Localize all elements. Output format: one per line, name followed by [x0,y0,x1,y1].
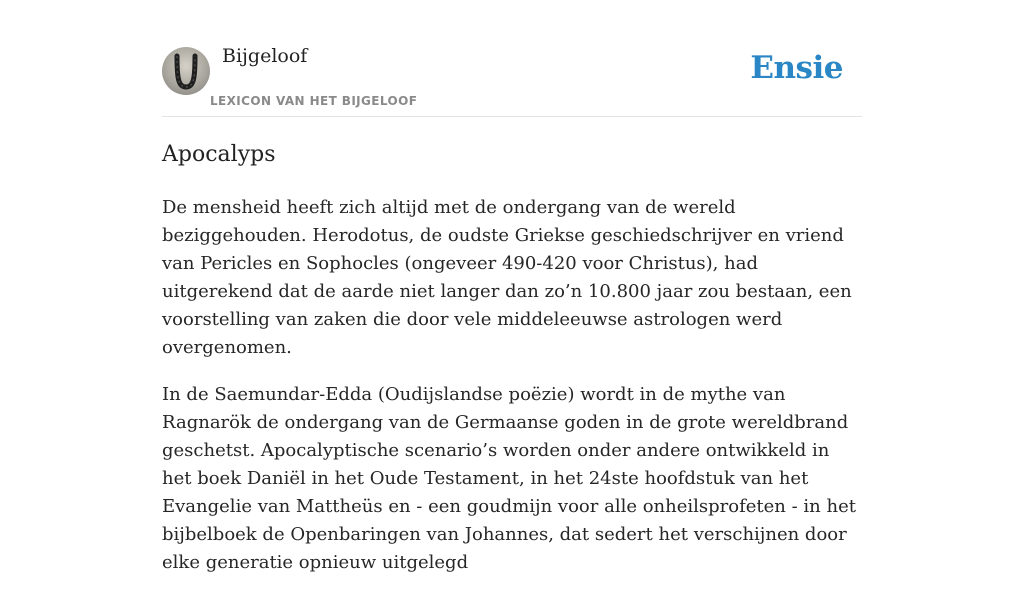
horseshoe-icon [162,47,210,95]
book-avatar[interactable] [162,47,210,95]
header [162,0,862,117]
article-paragraph: In de Saemundar-Edda (Oudijslandse poëzie) wordt in de mythe van Ragnarök de ondergang van de Germaanse goden in de grote wereldbrand geschetst. Apocalyptische scenario’s worden onder andere ontwikkeld in het boek Daniël in het Oude Testament, in het 24ste hoofdstuk van het Evangelie van Mattheüs en - een goudmijn voor alle onheilsprofeten - in het bijbelboek de Openbaringen van Johannes, dat sedert het verschijnen door elke generatie opnieuw uitgelegd [162,384,856,573]
article-paragraph: De mensheid heeft zich altijd met de ondergang van de wereld beziggehouden. Herodotus, de oudste Griekse geschiedschrijver en vriend van Pericles en Sophocles (ongeveer 490-420 voor Christus), had uitgerekend dat de aarde niet langer dan zo’n 10.800 jaar zou bestaan, een voorstelling van zaken die door vele middeleeuwse astrologen werd overgenomen. [162,197,852,358]
article-title: Apocalyps [162,142,276,167]
book-title[interactable]: Bijgeloof [222,45,308,67]
brand-logo[interactable]: Ensie [750,50,843,86]
article [162,140,862,596]
book-subtitle: LEXICON VAN HET BIJGELOOF [210,94,418,108]
